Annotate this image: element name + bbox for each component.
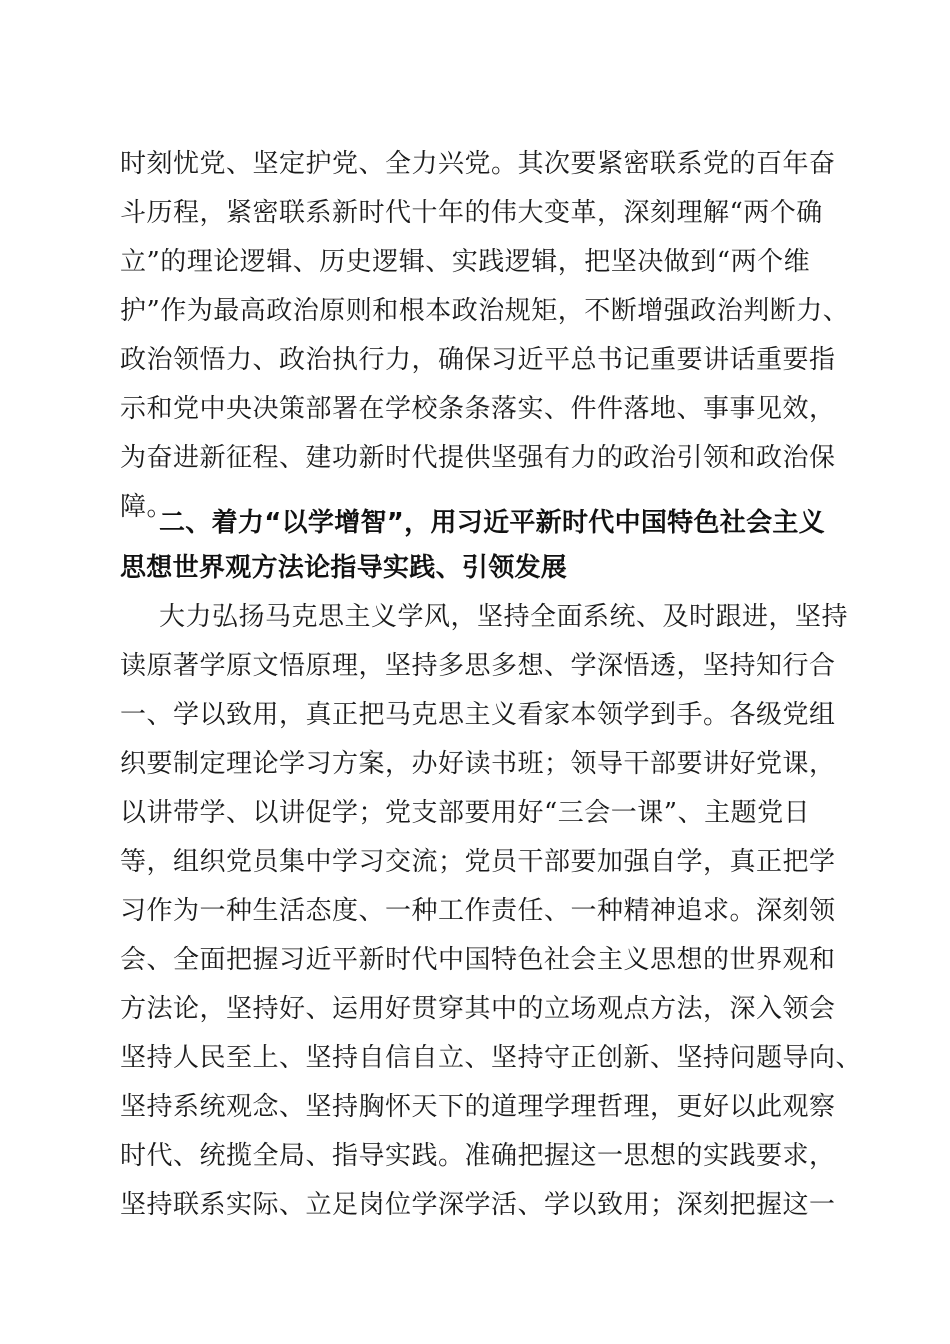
paragraph-main-line: 会、全面把握习近平新时代中国特色社会主义思想的世界观和 bbox=[120, 945, 836, 975]
paragraph-continuation-line: 示和党中央决策部署在学校条条落实、件件落地、事事见效， bbox=[120, 394, 836, 424]
paragraph-main-line: 等，组织党员集中学习交流；党员干部要加强自学，真正把学 bbox=[120, 847, 836, 877]
paragraph-continuation-line: 时刻忧党、坚定护党、全力兴党。其次要紧密联系党的百年奋 bbox=[120, 149, 836, 179]
paragraph-main-line: 坚持人民至上、坚持自信自立、坚持守正创新、坚持问题导向、 bbox=[120, 1043, 863, 1073]
paragraph-continuation-line: 斗历程，紧密联系新时代十年的伟大变革，深刻理解“两个确 bbox=[120, 198, 823, 228]
paragraph-main-line: 一、学以致用，真正把马克思主义看家本领学到手。各级党组 bbox=[120, 700, 836, 730]
paragraph-main-line: 读原著学原文悟原理，坚持多思多想、学深悟透，坚持知行合 bbox=[120, 651, 836, 681]
section-heading-line: 思想世界观方法论指导实践、引领发展 bbox=[120, 553, 568, 583]
paragraph-continuation-line: 立”的理论逻辑、历史逻辑、实践逻辑，把坚决做到“两个维 bbox=[120, 247, 811, 277]
paragraph-main-line: 坚持系统观念、坚持胸怀天下的道理学理哲理，更好以此观察 bbox=[120, 1092, 836, 1122]
paragraph-continuation-line: 障。 bbox=[120, 492, 174, 522]
section-heading-line: 二、着力“以学增智”，用习近平新时代中国特色社会主义 bbox=[159, 508, 825, 538]
paragraph-main-line: 大力弘扬马克思主义学风，坚持全面系统、及时跟进，坚持 bbox=[159, 602, 849, 632]
paragraph-main-line: 方法论，坚持好、运用好贯穿其中的立场观点方法，深入领会 bbox=[120, 994, 836, 1024]
paragraph-continuation-line: 护”作为最高政治原则和根本政治规矩，不断增强政治判断力、 bbox=[120, 296, 850, 326]
paragraph-main-line: 织要制定理论学习方案，办好读书班；领导干部要讲好党课， bbox=[120, 749, 836, 779]
paragraph-main-line: 时代、统揽全局、指导实践。准确把握这一思想的实践要求， bbox=[120, 1141, 836, 1171]
paragraph-main-line: 以讲带学、以讲促学；党支部要用好“三会一课”、主题党日 bbox=[120, 798, 811, 828]
paragraph-continuation-line: 为奋进新征程、建功新时代提供坚强有力的政治引领和政治保 bbox=[120, 443, 836, 473]
paragraph-main-line: 习作为一种生活态度、一种工作责任、一种精神追求。深刻领 bbox=[120, 896, 836, 926]
paragraph-continuation-line: 政治领悟力、政治执行力，确保习近平总书记重要讲话重要指 bbox=[120, 345, 836, 375]
paragraph-main-line: 坚持联系实际、立足岗位学深学活、学以致用；深刻把握这一 bbox=[120, 1190, 836, 1220]
